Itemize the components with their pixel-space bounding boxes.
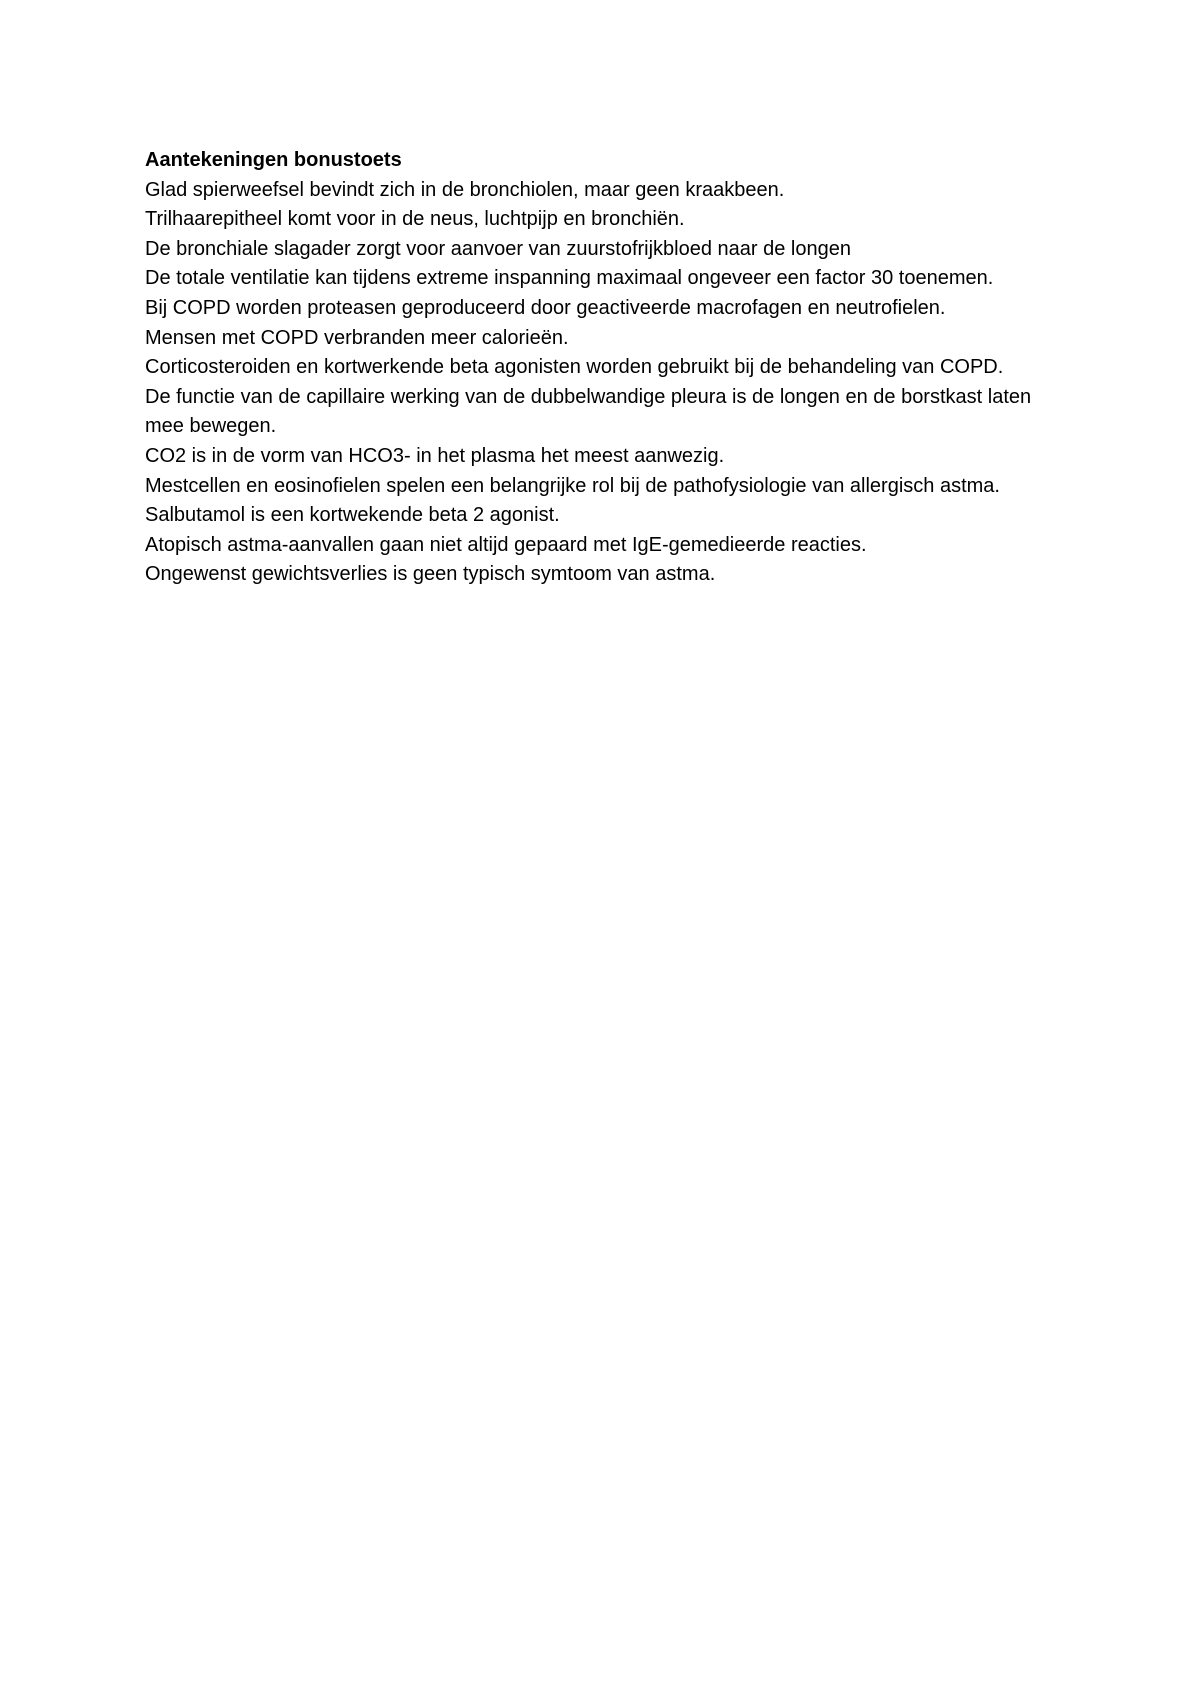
note-item: Mestcellen en eosinofielen spelen een belangrijke rol bij de pathofysiologie van allergisch astma. bbox=[145, 474, 1000, 497]
note-item: De functie van de capillaire werking van de dubbelwandige pleura is de longen en de borstkast laten mee bewegen. bbox=[145, 385, 1032, 438]
note-item: Glad spierweefsel bevindt zich in de bronchiolen, maar geen kraakbeen. bbox=[145, 178, 785, 201]
note-item: Bij COPD worden proteasen geproduceerd door geactiveerde macrofagen en neutrofielen. bbox=[145, 296, 946, 319]
document-title: Aantekeningen bonustoets bbox=[145, 149, 402, 171]
note-item: CO2 is in de vorm van HCO3- in het plasma het meest aanwezig. bbox=[145, 444, 725, 467]
note-item: De totale ventilatie kan tijdens extreme inspanning maximaal ongeveer een factor 30 toenemen. bbox=[145, 267, 994, 290]
note-item: Corticosteroiden en kortwerkende beta agonisten worden gebruikt bij de behandeling van COPD. bbox=[145, 356, 1004, 379]
note-item: Ongewenst gewichtsverlies is geen typisch symtoom van astma. bbox=[145, 563, 716, 586]
note-item: Atopisch astma-aanvallen gaan niet altijd gepaard met IgE-gemedieerde reacties. bbox=[145, 533, 867, 556]
document-content bbox=[145, 146, 1045, 590]
note-item: Mensen met COPD verbranden meer calorieën. bbox=[145, 326, 569, 349]
note-item: Salbutamol is een kortwekende beta 2 agonist. bbox=[145, 504, 560, 527]
notes-list bbox=[145, 176, 1045, 590]
note-item: De bronchiale slagader zorgt voor aanvoer van zuurstofrijkbloed naar de longen bbox=[145, 237, 851, 260]
note-item: Trilhaarepitheel komt voor in de neus, luchtpijp en bronchiën. bbox=[145, 208, 685, 231]
